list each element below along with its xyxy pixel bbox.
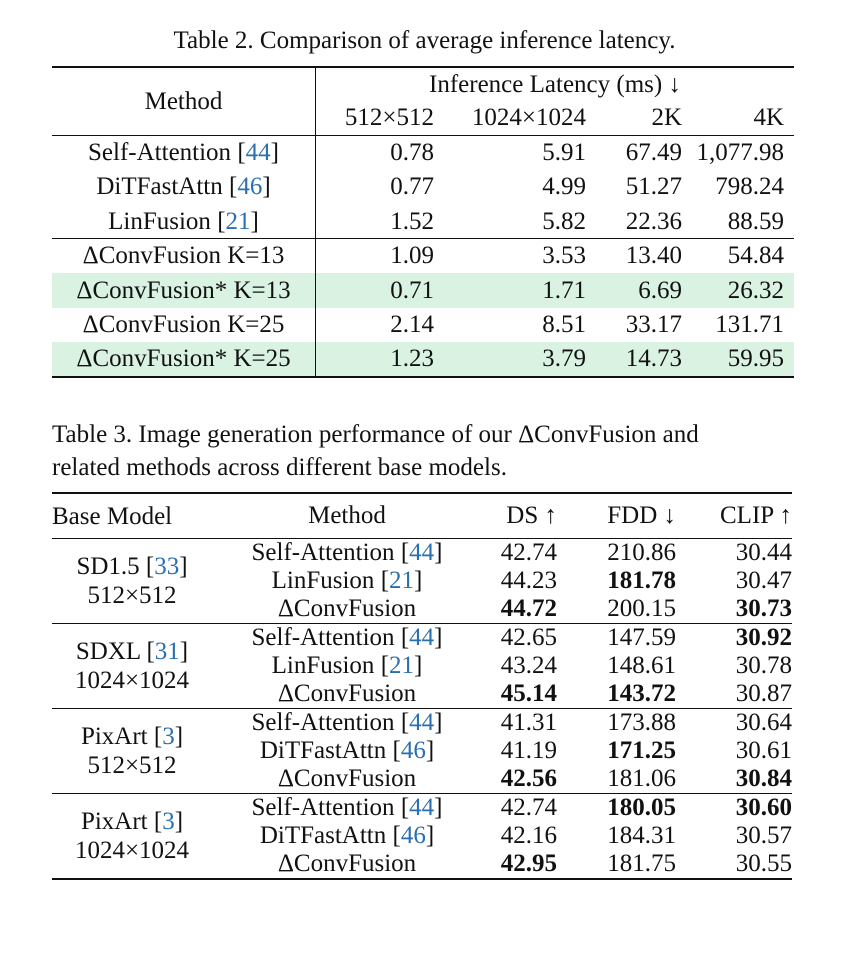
table-row [52,539,792,568]
method-cell: ΔConvFusion [212,850,482,879]
ds-cell: 43.24 [500,652,557,679]
fdd-cell: 181.75 [557,850,676,879]
ds-cell: 41.31 [482,709,557,738]
method-cell: LinFusion [21] [271,652,423,679]
caption-line: related methods across different base models. [52,454,507,481]
fdd-cell: 180.05 [557,794,676,823]
value-cell: 1.71 [542,276,586,304]
value-cell: 1.52 [390,207,434,235]
clip-cell: 30.84 [735,765,792,792]
method-cell: ΔConvFusion K=25 [52,308,316,342]
citation-link[interactable]: 3 [162,723,175,750]
method-cell: DiTFastAttn [46] [52,170,316,204]
value-cell: 26.32 [727,276,784,304]
value-cell: 6.69 [638,276,682,304]
value-cell: 5.91 [542,139,586,167]
value-cell: 22.36 [625,207,682,235]
clip-cell: 30.78 [735,652,792,679]
base-model-header: Base Model [52,493,212,539]
ds-header: DS ↑ [482,493,557,539]
table-row [52,239,794,273]
value-cell: 54.84 [727,242,784,270]
clip-cell: 30.47 [735,567,792,594]
clip-cell: 30.57 [735,822,792,849]
base-model-cell: SDXL [31] 1024×1024 [52,624,212,709]
fdd-cell: 210.86 [607,539,676,566]
method-header: Method [52,67,316,136]
ds-cell: 42.74 [500,539,557,566]
method-cell: ΔConvFusion* K=13 [52,273,316,307]
base-model-cell: PixArt [3] 512×512 [52,709,212,794]
value-cell: 0.78 [390,139,434,167]
clip-cell: 30.60 [676,794,792,823]
ds-cell: 42.95 [482,850,557,879]
fdd-cell: 181.78 [607,567,676,594]
clip-cell: 30.61 [735,737,792,764]
clip-cell: 30.64 [676,709,792,738]
value-cell: 1.09 [390,242,434,270]
fdd-cell: 173.88 [557,709,676,738]
res-header: 1024×1024 [471,104,586,132]
value-cell: 2.14 [390,310,434,338]
value-cell: 131.71 [715,310,784,338]
method-cell: DiTFastAttn [46] [259,737,435,764]
citation-link[interactable]: 44 [409,794,435,821]
clip-cell: 30.73 [735,595,792,622]
method-cell: ΔConvFusion [277,595,417,622]
value-cell: 1.23 [390,344,434,372]
method-cell: ΔConvFusion [277,765,417,792]
method-cell: ΔConvFusion [277,680,417,707]
table-row [52,794,792,823]
ds-cell: 45.14 [500,680,557,707]
citation-link[interactable]: 31 [154,638,180,665]
fdd-cell: 200.15 [607,595,676,622]
clip-cell: 30.92 [676,624,792,653]
value-cell: 798.24 [715,173,784,201]
citation-link[interactable]: 3 [162,808,175,835]
method-cell: Self-Attention [44] [212,709,482,738]
latency-table [52,66,794,378]
base-model-cell: SD1.5 [33] 512×512 [76,553,188,609]
caption-line: Table 3. Image generation performance of our ΔConvFusion and [52,421,699,448]
fdd-cell: 181.06 [607,765,676,792]
table-row [52,205,794,239]
method-cell: DiTFastAttn [46] [259,822,435,849]
value-cell: 8.51 [542,310,586,338]
table-row [52,170,794,204]
value-cell: 33.17 [625,310,682,338]
value-cell: 59.95 [727,344,784,372]
citation-link[interactable]: 46 [400,737,426,764]
value-cell: 67.49 [625,139,682,167]
method-cell: Self-Attention [44] [251,539,443,566]
value-cell: 51.27 [625,173,682,201]
method-cell: Self-Attention [44] [212,624,482,653]
method-cell: Self-Attention [44] [212,794,482,823]
value-cell: 4.99 [542,173,586,201]
method-cell: Self-Attention [44] [52,136,316,170]
value-cell: 0.71 [390,276,434,304]
ds-cell: 41.19 [500,737,557,764]
table-row [52,624,792,653]
citation-link[interactable]: 44 [409,709,435,736]
citation-link[interactable]: 46 [237,173,263,201]
value-cell: 1,077.98 [696,139,784,167]
ds-cell: 42.74 [482,794,557,823]
method-cell: ΔConvFusion K=13 [52,239,316,273]
citation-link[interactable]: 21 [389,567,415,594]
value-cell: 14.73 [625,344,682,372]
clip-header: CLIP ↑ [676,493,792,539]
method-header: Method [212,493,482,539]
table-row [52,136,794,170]
clip-cell: 30.44 [735,539,792,566]
value-cell: 88.59 [727,207,784,235]
table-row [52,709,792,738]
citation-link[interactable]: 44 [409,539,435,566]
fdd-cell: 143.72 [607,680,676,707]
value-cell: 0.77 [390,173,434,201]
value-cell: 3.53 [542,242,586,270]
fdd-cell: 147.59 [557,624,676,653]
fdd-cell: 148.61 [607,652,676,679]
ds-cell: 42.56 [500,765,557,792]
table-row-highlighted [52,342,794,376]
table-row-highlighted [52,273,794,307]
value-cell: 5.82 [542,207,586,235]
res-header: 2K [651,104,682,132]
generation-performance-table [52,492,792,880]
ds-cell: 44.72 [500,595,557,622]
base-model-cell: PixArt [3] 1024×1024 [52,794,212,880]
res-header: 512×512 [344,104,434,132]
method-cell: LinFusion [21] [271,567,423,594]
value-cell: 13.40 [625,242,682,270]
value-cell: 3.79 [542,344,586,372]
clip-cell: 30.87 [735,680,792,707]
table2-caption: Table 2. Comparison of average inference latency. [173,27,676,54]
ds-cell: 42.16 [500,822,557,849]
citation-link[interactable]: 44 [245,139,271,167]
fdd-cell: 184.31 [607,822,676,849]
citation-link[interactable]: 44 [409,624,435,651]
res-header: 4K [753,104,784,132]
ds-cell: 42.65 [482,624,557,653]
table-row [52,308,794,342]
latency-group-header: Inference Latency (ms) ↓ [429,70,681,98]
clip-cell: 30.55 [676,850,792,879]
fdd-header: FDD ↓ [557,493,676,539]
citation-link[interactable]: 21 [389,652,415,679]
citation-link[interactable]: 33 [154,553,180,580]
table3-caption [52,418,797,484]
ds-cell: 44.23 [500,567,557,594]
citation-link[interactable]: 46 [400,822,426,849]
fdd-cell: 171.25 [607,737,676,764]
citation-link[interactable]: 21 [225,207,251,235]
method-cell: ΔConvFusion* K=25 [52,342,316,376]
method-cell: LinFusion [21] [52,205,316,239]
